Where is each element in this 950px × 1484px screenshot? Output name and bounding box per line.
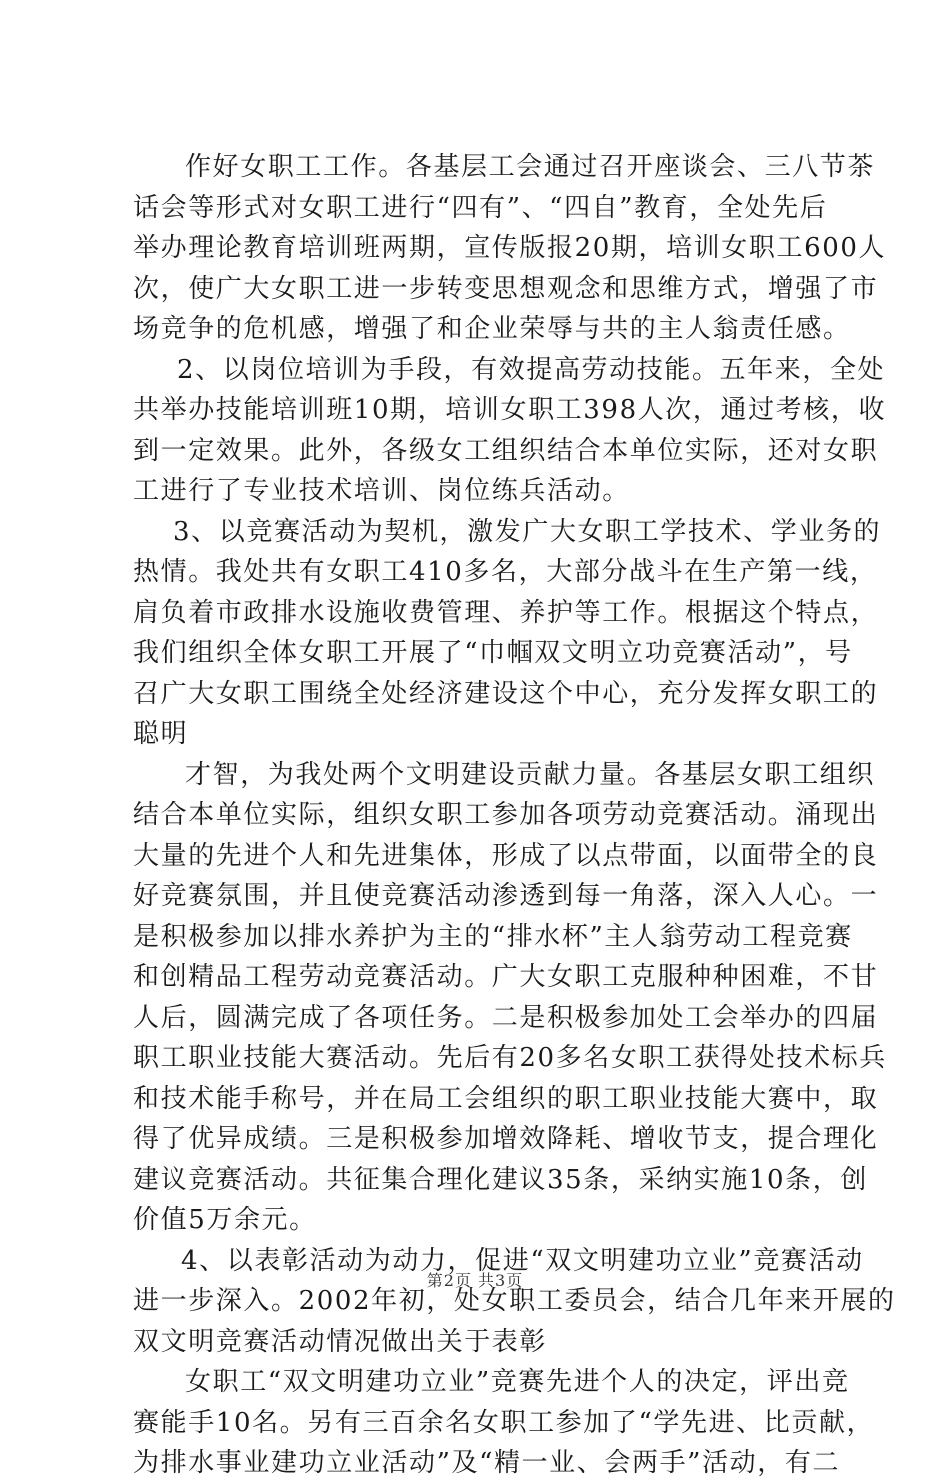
text-line: 为排水事业建功立业活动”及“精一业、会两手”活动，有二 <box>133 1448 841 1478</box>
text-line: 聪明 <box>133 719 189 749</box>
text-line: 共举办技能培训班10期，培训女职工398人次，通过考核，收 <box>133 395 887 425</box>
text-line: 作好女职工工作。各基层工会通过召开座谈会、三八节茶 <box>185 152 876 182</box>
text-line: 人后，圆满完成了各项任务。二是积极参加处工会举办的四届 <box>133 1002 879 1033</box>
text-line: 职工职业技能大赛活动。先后有20多名女职工获得处技术标兵 <box>133 1043 887 1073</box>
text-line: 进一步深入。2002年初，处女职工委员会，结合几年来开展的 <box>133 1286 896 1316</box>
text-line: 赛能手10名。另有三百余名女职工参加了“学先进、比贡献， <box>133 1407 875 1438</box>
text-line: 工进行了专业技术培训、岗位练兵活动。 <box>133 476 630 506</box>
text-line: 好竞赛氛围，并且使竞赛活动渗透到每一角落，深入人心。一 <box>133 881 879 911</box>
text-line: 建议竞赛活动。共征集合理化建议35条，采纳实施10条，创 <box>133 1164 868 1195</box>
text-line: 是积极参加以排水养护为主的“排水杯”主人翁劳动工程竞赛 <box>133 921 853 952</box>
text-line: 和创精品工程劳动竞赛活动。广大女职工克服种种困难，不甘 <box>133 962 879 992</box>
text-line: 到一定效果。此外，各级女工组织结合本单位实际，还对女职 <box>133 435 879 466</box>
text-line: 话会等形式对女职工进行“四有”、“四自”教育，全处先后 <box>133 192 828 223</box>
text-line: 我们组织全体女职工开展了“巾帼双文明立功竞赛活动”，号 <box>133 638 853 668</box>
text-line: 得了优异成绩。三是积极参加增效降耗、增收节支，提合理化 <box>133 1124 879 1154</box>
text-line: 次，使广大女职工进一步转变思想观念和思维方式，增强了市 <box>133 273 879 304</box>
page-number-footer: 第2页 共3页 <box>426 1271 524 1290</box>
text-line: 女职工“双文明建功立业”竞赛先进个人的决定，评出竞 <box>185 1367 850 1397</box>
text-line: 价值5万余元。 <box>133 1205 317 1235</box>
paragraph-4-start: 4、以表彰活动为动力，促进“双文明建功立业”竞赛活动 <box>181 1245 864 1276</box>
text-line: 和技术能手称号，并在局工会组织的职工职业技能大赛中，取 <box>133 1083 879 1114</box>
text-line: 才智，为我处两个文明建设贡献力量。各基层女职工组织 <box>185 759 876 790</box>
text-line: 举办理论教育培训班两期，宣传版报20期，培训女职工600人 <box>133 233 887 263</box>
paragraph-2-start: 2、以岗位培训为手段，有效提高劳动技能。五年来，全处 <box>177 354 886 385</box>
text-line: 召广大女职工围绕全处经济建设这个中心，充分发挥女职工的 <box>133 678 879 709</box>
text-line: 大量的先进个人和先进集体，形成了以点带面，以面带全的良 <box>133 840 879 871</box>
text-line: 肩负着市政排水设施收费管理、养护等工作。根据这个特点， <box>133 597 879 628</box>
text-line: 结合本单位实际，组织女职工参加各项劳动竞赛活动。涌现出 <box>133 800 879 830</box>
text-line: 场竞争的危机感，增强了和企业荣辱与共的主人翁责任感。 <box>133 314 851 344</box>
text-line: 热情。我处共有女职工410多名，大部分战斗在生产第一线， <box>133 557 878 587</box>
paragraph-3-start: 3、以竞赛活动为契机，激发广大女职工学技术、学业务的 <box>173 516 882 547</box>
text-line: 双文明竞赛活动情况做出关于表彰 <box>133 1326 548 1357</box>
